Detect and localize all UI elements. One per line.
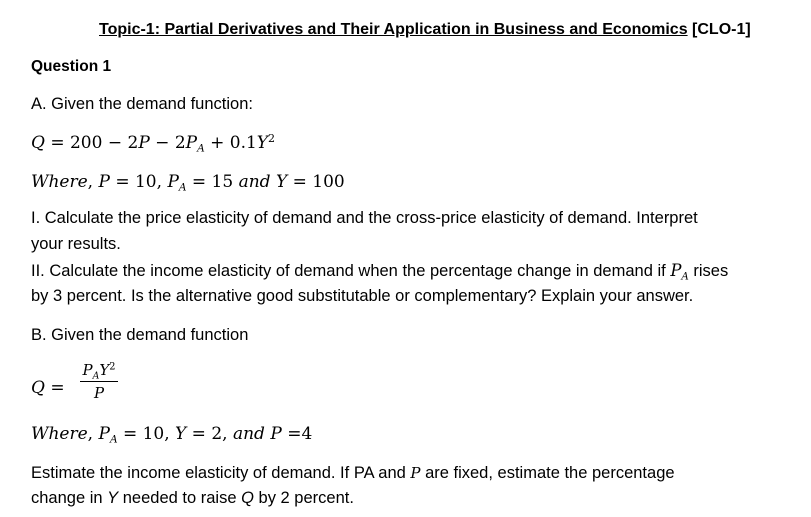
- eq-term3: + 0.1: [204, 133, 257, 153]
- part-a-intro: A. Given the demand function:: [31, 95, 253, 113]
- where-pa: P: [167, 172, 179, 192]
- num-y: Y: [99, 361, 110, 379]
- where-y: Y: [275, 172, 288, 192]
- task2-text-b: needed to raise: [118, 489, 242, 507]
- item2-pa-sub: A: [681, 271, 689, 283]
- item2-text-a: II. Calculate the income elasticity of demand when the percentage change in demand if: [31, 262, 671, 280]
- question-heading: Question 1: [31, 58, 112, 75]
- where-p: P: [98, 172, 110, 192]
- b-where-sep: ,: [87, 424, 99, 444]
- task2-q: Q: [241, 489, 254, 507]
- b-eq-equals: =: [44, 378, 65, 398]
- part-a-where-line: [31, 172, 345, 192]
- where-word: Where: [31, 172, 88, 192]
- b-where-p: P: [270, 424, 282, 444]
- eq-p: P: [138, 133, 150, 153]
- where-sep: ,: [87, 172, 99, 192]
- topic-title: [99, 21, 751, 39]
- b-where-word: Where: [31, 424, 88, 444]
- b-where-y-value: = 2,: [186, 424, 233, 444]
- eq-q: Q: [31, 133, 45, 153]
- task2-y: Y: [107, 489, 119, 507]
- b-where-and: and: [232, 424, 265, 444]
- item2-pa: P: [670, 261, 682, 280]
- part-b-intro: B. Given the demand function: [31, 326, 249, 344]
- fraction-denominator: P: [93, 384, 105, 402]
- b-where-pa-sub: A: [109, 433, 118, 446]
- task1-p: P: [410, 464, 421, 482]
- b-eq-q: Q: [31, 378, 45, 398]
- num-pa: P: [82, 361, 93, 379]
- part-a-item2-line1: [31, 261, 728, 281]
- eq-y: Y: [256, 133, 269, 153]
- num-pa-sub: A: [92, 370, 100, 382]
- task2-text-c: by 2 percent.: [253, 489, 354, 507]
- part-b-fraction: [80, 361, 118, 402]
- part-b-where-line: [31, 424, 312, 444]
- b-where-y: Y: [175, 424, 187, 444]
- topic-title-suffix: [CLO-1]: [687, 21, 751, 38]
- eq-term1: = 200 − 2: [44, 133, 139, 153]
- task1-text-b: are fixed, estimate the percentage: [420, 464, 675, 482]
- task1-text-a: Estimate the income elasticity of demand. If PA and: [31, 464, 411, 482]
- part-a-item1-line2: your results.: [31, 235, 121, 253]
- b-where-pa-value: = 10,: [117, 424, 176, 444]
- where-p-value: = 10,: [109, 172, 168, 192]
- part-b-task-line1: [31, 464, 675, 483]
- eq-term2: − 2: [149, 133, 186, 153]
- num-y-exponent: 2: [109, 361, 116, 373]
- fraction-numerator: [80, 361, 118, 382]
- where-y-value: = 100: [287, 172, 345, 192]
- where-pa-value: = 15: [186, 172, 239, 192]
- where-and: and: [238, 172, 271, 192]
- where-pa-sub: A: [178, 181, 187, 194]
- part-b-task-line2: [31, 489, 354, 508]
- part-b-equation-lhs: [31, 378, 65, 398]
- task2-text-a: change in: [31, 489, 108, 507]
- item2-text-b: rises: [688, 262, 729, 280]
- eq-pa-sub: A: [197, 142, 205, 155]
- b-where-p-value: =4: [281, 424, 313, 444]
- part-a-item1-line1: I. Calculate the price elasticity of demand and the cross-price elasticity of demand. Interpret: [31, 209, 698, 227]
- part-a-demand-equation: [31, 133, 275, 153]
- eq-pa: P: [185, 133, 198, 153]
- topic-title-underlined: Topic-1: Partial Derivatives and Their Application in Business and Economics: [99, 21, 688, 38]
- eq-y-exponent: 2: [268, 131, 276, 145]
- b-where-pa: P: [98, 424, 110, 444]
- part-a-item2-line2: by 3 percent. Is the alternative good substitutable or complementary? Explain your answer.: [31, 287, 694, 305]
